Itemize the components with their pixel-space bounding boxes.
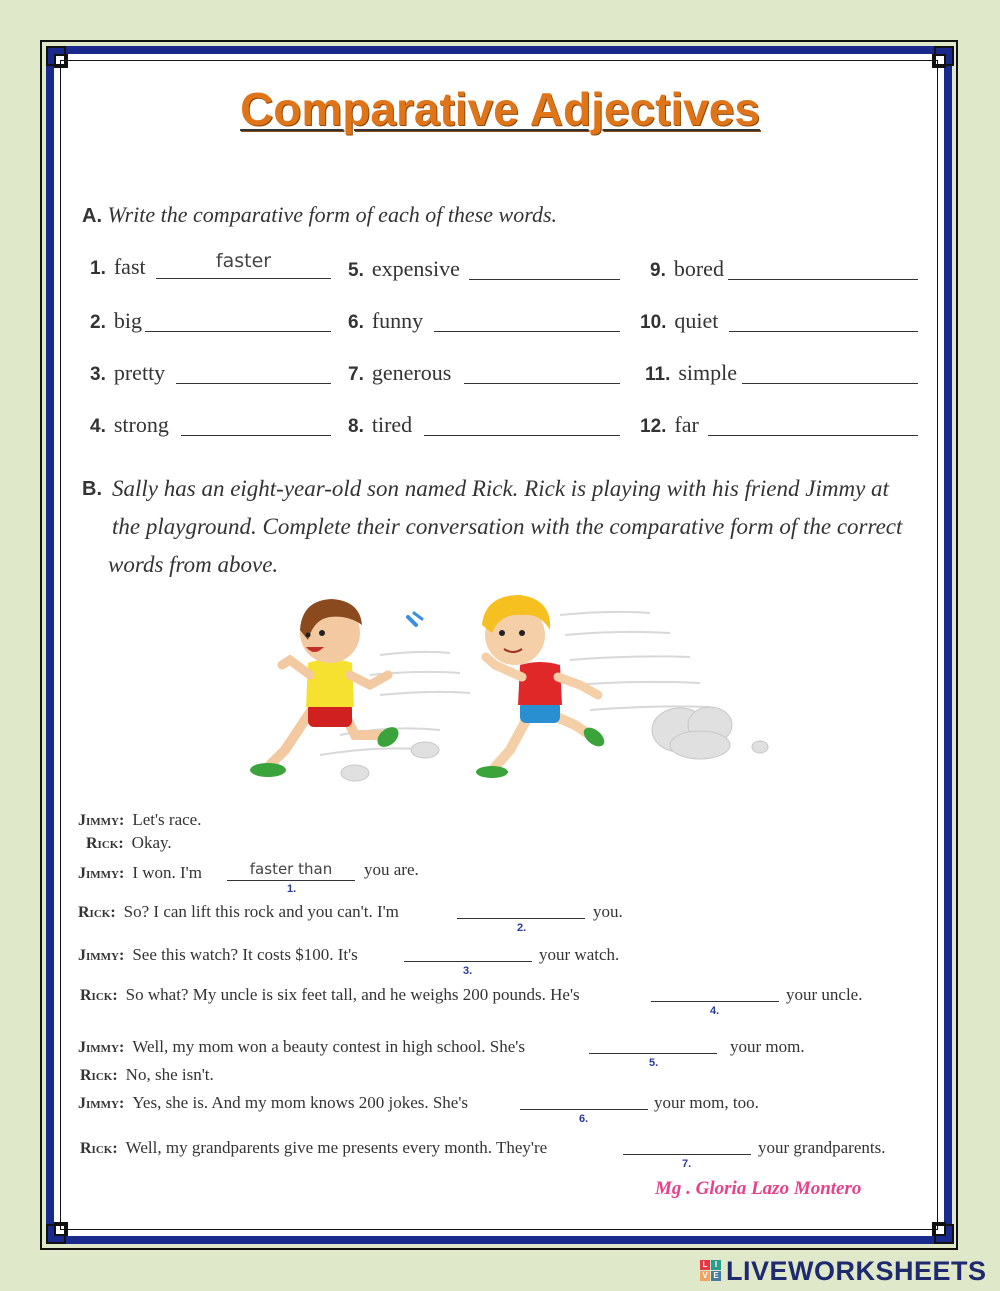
dialogue-line-3: Jimmy: I won. I'm: [78, 863, 202, 882]
dialogue-line-4-end: you.: [593, 902, 623, 921]
liveworksheets-logo[interactable]: [700, 1256, 987, 1286]
corner-ornament-top-right: [932, 40, 958, 66]
dialogue-line-7-end: your mom.: [730, 1037, 805, 1056]
dialogue-blank-number-7: 7.: [682, 1158, 692, 1170]
answer-blank-1[interactable]: [156, 278, 331, 279]
section-b-instruction: [82, 470, 922, 584]
dialogue-blank-3[interactable]: [404, 961, 532, 962]
dialogue-blank-number-5: 5.: [649, 1057, 659, 1069]
dialogue-line-4: Rick: So? I can lift this rock and you can't. I'm: [78, 902, 399, 921]
dialogue-line-2: Rick: Okay.: [86, 833, 172, 852]
dialogue-blank-number-4: 4.: [710, 1005, 720, 1017]
dialogue-line-8: Rick: No, she isn't.: [80, 1065, 214, 1084]
dialogue-line-6: Rick: So what? My uncle is six feet tall, and he weighs 200 pounds. He's: [80, 985, 580, 1004]
answer-blank-10[interactable]: [729, 331, 918, 332]
boy-red-shirt: [476, 595, 608, 778]
section-b-line-2: the playground. Complete their conversation with the comparative form of the correct: [112, 514, 903, 539]
word-item-12: 12. far: [640, 412, 699, 437]
liveworksheets-logo-text: LIVEWORKSHEETS: [726, 1255, 987, 1286]
corner-ornament-bottom-right: [932, 1222, 958, 1248]
answer-blank-8[interactable]: [424, 435, 620, 436]
section-b-line-3: words from above.: [108, 552, 279, 577]
section-b-line-1: Sally has an eight-year-old son named Rick. Rick is playing with his friend Jimmy at: [112, 476, 889, 501]
dialogue-line-7: Jimmy: Well, my mom won a beauty contest in high school. She's: [78, 1037, 525, 1056]
word-item-6: 6. funny: [348, 308, 424, 333]
dialogue-answer-1: faster than: [249, 860, 333, 878]
word-item-8: 8. tired: [348, 412, 413, 437]
answer-blank-2[interactable]: [145, 331, 331, 332]
word-item-1: 1. fast: [90, 254, 146, 279]
word-item-3: 3. pretty: [90, 360, 166, 385]
word-item-9: 9. bored: [650, 256, 724, 281]
corner-ornament-top-left: [40, 40, 66, 66]
answer-blank-11[interactable]: [742, 383, 918, 384]
dialogue-blank-number-6: 6.: [579, 1113, 589, 1125]
dialogue-blank-number-2: 2.: [517, 922, 527, 934]
answer-blank-12[interactable]: [708, 435, 918, 436]
word-item-10: 10. quiet: [640, 308, 719, 333]
dialogue-line-9: Jimmy: Yes, she is. And my mom knows 200 jokes. She's: [78, 1093, 469, 1112]
section-a-letter: A.: [82, 205, 102, 227]
running-boys-illustration: [230, 585, 780, 785]
section-b-letter: B.: [82, 478, 102, 500]
answer-blank-7[interactable]: [464, 383, 620, 384]
word-item-2: 2. big: [90, 308, 142, 333]
dialogue-line-6-end: your uncle.: [786, 985, 863, 1004]
dialogue-blank-number-1: 1.: [287, 883, 297, 895]
dialogue-line-5: Jimmy: See this watch? It costs $100. It's: [78, 945, 358, 964]
dialogue-line-10-end: your grandparents.: [758, 1138, 886, 1157]
answer-text-1: faster: [215, 250, 272, 272]
dialogue-blank-6[interactable]: [520, 1109, 648, 1110]
dialogue-blank-2[interactable]: [457, 918, 585, 919]
word-item-7: 7. generous: [348, 360, 452, 385]
dialogue-line-9-end: your mom, too.: [654, 1093, 759, 1112]
page-title: Comparative Adjectives: [240, 83, 760, 135]
answer-blank-6[interactable]: [434, 331, 620, 332]
dialogue-line-3-end: you are.: [364, 860, 419, 879]
corner-ornament-bottom-left: [40, 1222, 66, 1248]
answer-blank-5[interactable]: [469, 279, 620, 280]
dialogue-line-10: Rick: Well, my grandparents give me presents every month. They're: [80, 1138, 548, 1157]
dialogue-line-5-end: your watch.: [539, 945, 620, 964]
liveworksheets-logo-icon: L I V E: [700, 1260, 722, 1282]
dialogue-blank-number-3: 3.: [463, 965, 473, 977]
boy-yellow-shirt: [250, 599, 422, 777]
word-item-4: 4. strong: [90, 412, 169, 437]
answer-blank-4[interactable]: [181, 435, 331, 436]
author-signature: Mg . Gloria Lazo Montero: [655, 1178, 862, 1199]
word-item-5: 5. expensive: [348, 256, 460, 281]
dialogue-line-1: Jimmy: Let's race.: [78, 810, 202, 829]
section-a-instruction: [82, 202, 557, 228]
answer-blank-9[interactable]: [728, 279, 918, 280]
answer-blank-3[interactable]: [176, 383, 331, 384]
section-a-text: Write the comparative form of each of these words.: [107, 202, 558, 227]
word-item-11: 11. simple: [645, 360, 738, 385]
dialogue-blank-7[interactable]: [623, 1154, 751, 1155]
dialogue-blank-4[interactable]: [651, 1001, 779, 1002]
dialogue-blank-1[interactable]: [227, 880, 355, 881]
dialogue-blank-5[interactable]: [589, 1053, 717, 1054]
